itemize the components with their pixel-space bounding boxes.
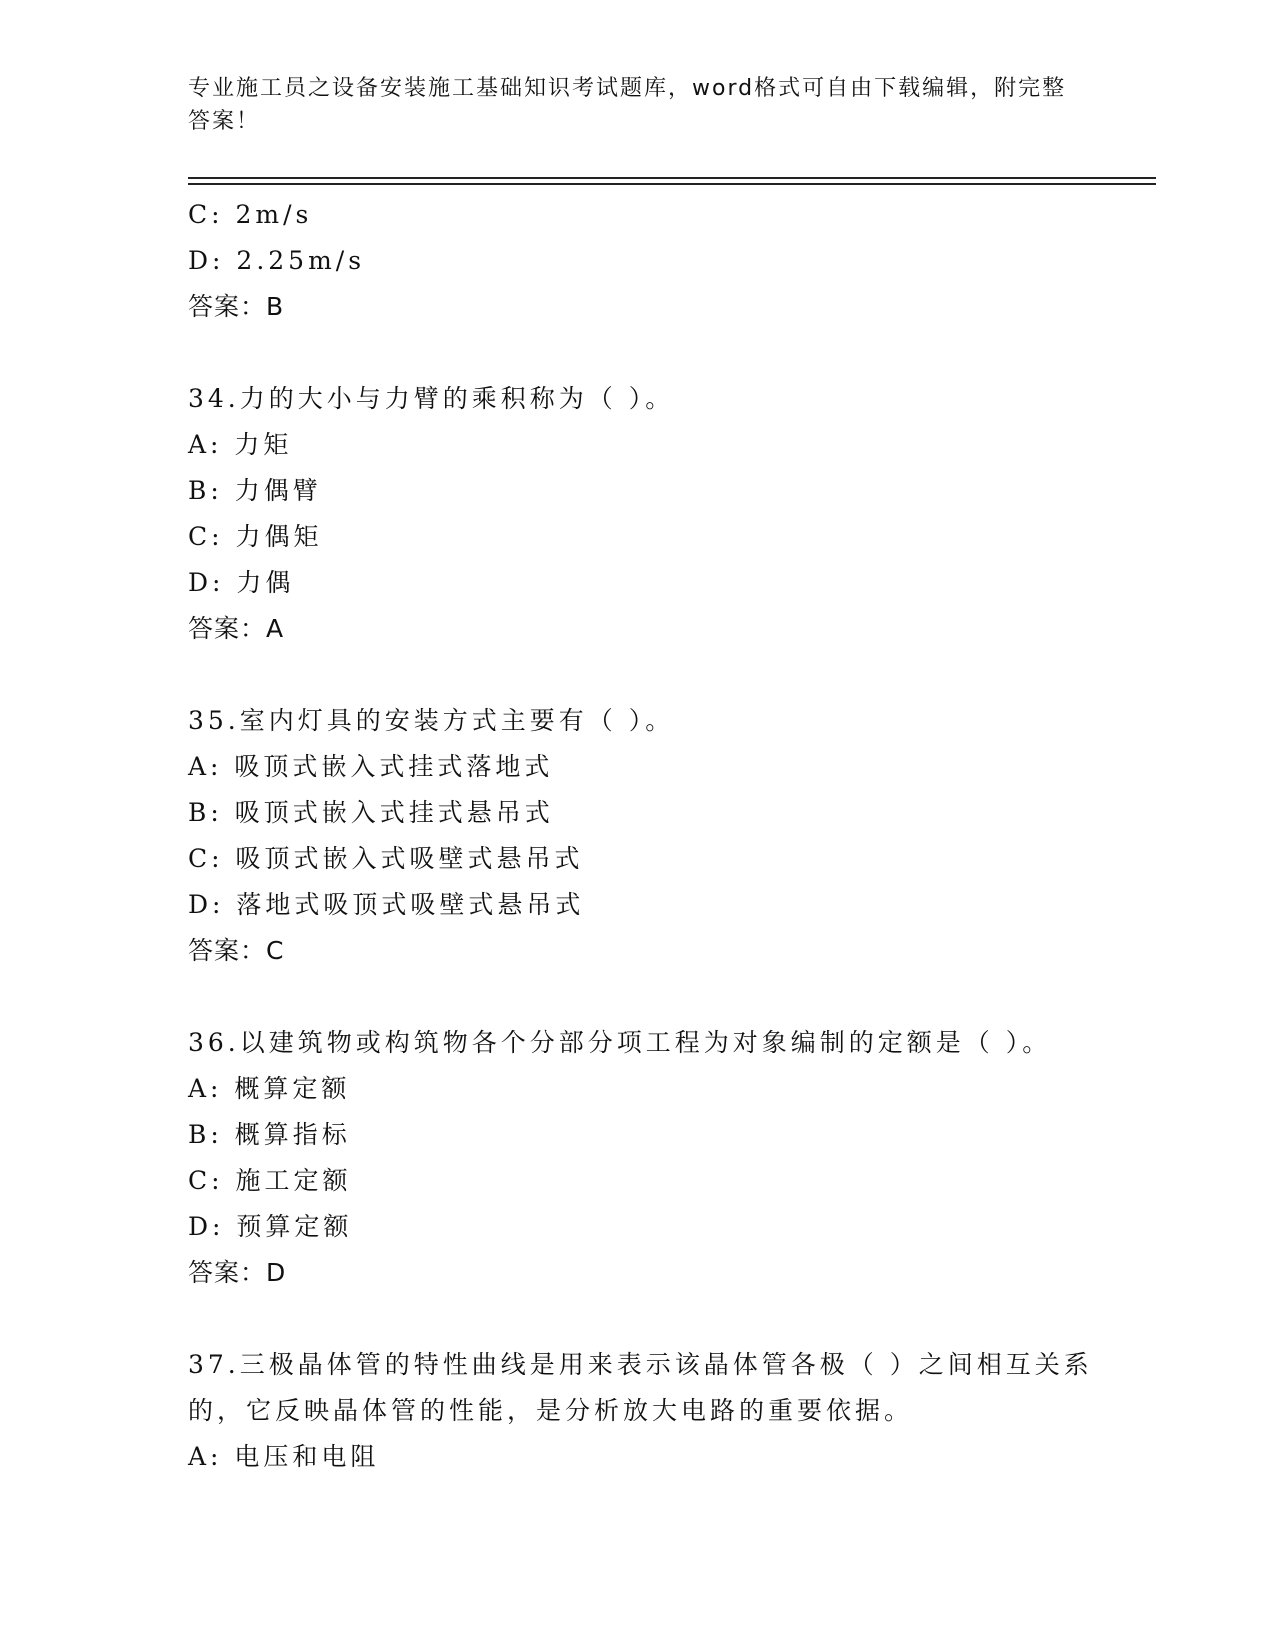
option-a: A: 概算定额 [188,1074,351,1103]
option-d: D: 力偶 [188,568,295,597]
spacer [188,652,1108,698]
answer-line: 答案：C [188,936,285,965]
option-b: B: 吸顶式嵌入式挂式悬吊式 [188,798,554,827]
question-block-36 [188,1020,1108,1296]
question-text: 35.室内灯具的安装方式主要有（ ）。 [188,706,675,735]
question-text: 37.三极晶体管的特性曲线是用来表示该晶体管各极（ ）之间相互关系的，它反映晶体管的性能，是分析放大电路的重要依据。 [188,1350,1093,1425]
answer-line: 答案：A [188,614,285,643]
answer-line: 答案：D [188,1258,287,1287]
option-b: B: 概算指标 [188,1120,351,1149]
option-a: A: 力矩 [188,430,293,459]
question-block-34 [188,376,1108,652]
option-c: C: 吸顶式嵌入式吸壁式悬吊式 [188,844,584,873]
spacer [188,974,1108,1020]
question-block-35 [188,698,1108,974]
option-c: C: 力偶矩 [188,522,323,551]
spacer [188,1296,1108,1342]
spacer [188,330,1108,376]
header-divider-top [188,177,1156,179]
option-d: D: 落地式吸顶式吸壁式悬吊式 [188,890,585,919]
document-header: 专业施工员之设备安装施工基础知识考试题库，word格式可自由下载编辑，附完整答案！ [188,76,1067,134]
question-block-37 [188,1342,1108,1480]
question-list [188,192,1108,1480]
option-b: B: 力偶臂 [188,476,322,505]
question-text: 36.以建筑物或构筑物各个分部分项工程为对象编制的定额是（ ）。 [188,1028,1052,1057]
option-a: A: 电压和电阻 [188,1442,380,1471]
option-c: C: 2m/s [188,200,313,229]
option-d: D: 2.25m/s [188,246,366,275]
question-block-prev [188,192,1108,330]
answer-line: 答案：B [188,292,285,321]
option-a: A: 吸顶式嵌入式挂式落地式 [188,752,554,781]
question-text: 34.力的大小与力臂的乘积称为（ ）。 [188,384,675,413]
option-c: C: 施工定额 [188,1166,352,1195]
option-d: D: 预算定额 [188,1212,353,1241]
header-divider-bottom [188,183,1156,185]
